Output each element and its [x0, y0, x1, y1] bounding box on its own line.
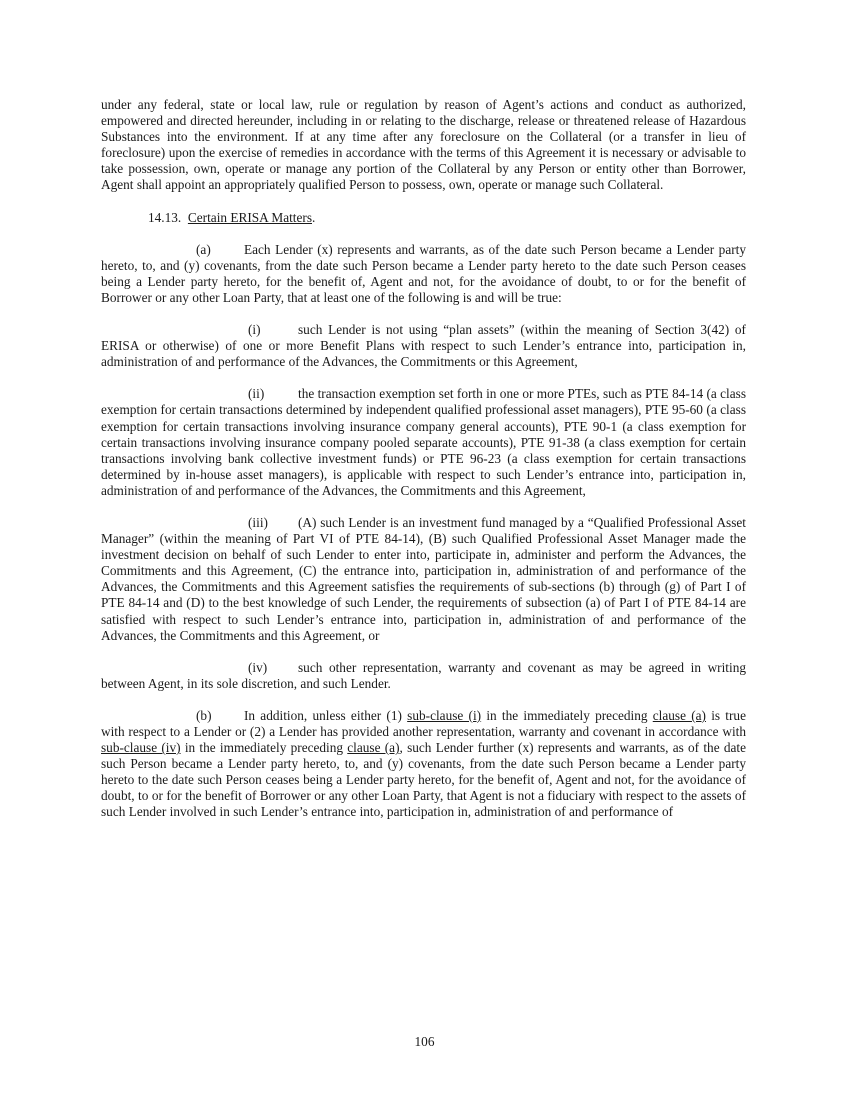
subclause-text: such other representation, warranty and covenant as may be agreed in writing between Agent, in its sole discretion, and such Lender. — [101, 659, 746, 691]
section-title-suffix: . — [312, 209, 316, 225]
cross-reference: clause (a) — [347, 740, 400, 756]
cross-reference: sub-clause (i) — [407, 707, 482, 723]
clause-b-text: is true with respect to a Lender or (2) a Lender has provided another representation, warranty and covenant in accordance with — [101, 707, 746, 739]
section-number: 14.13. — [148, 209, 182, 225]
page-number: 106 — [414, 1034, 435, 1049]
clause-a-text: Each Lender (x) represents and warrants, as of the date such Person became a Lender party hereto, to, and (y) covenants, from the date such Person became a Lender party hereto to the date such Person ceases being a Lender party hereto, for the benefit of, Agent and not, for the avoidance of doubt, to or for the benefit of Borrower or any other Loan Party, that at least one of the following is and will be true: — [101, 241, 746, 305]
clause-b-text: , such Lender further (x) represents and warrants, as of the date such Person became a Lender party hereto, to, and (y) covenants, from the date such Person became a Lender party hereto to the date such Person ceases being a Lender party hereto, for the benefit of, Agent and not, for the avoidance of doubt, to or for the benefit of Borrower or any other Loan Party, that Agent is not a fiduciary with respect to the assets of such Lender involved in such Lender’s entrance into, participation in, administration of and performance of — [101, 740, 746, 820]
clause-b-text: in the immediately preceding — [180, 740, 348, 756]
subclause-label: (ii) — [248, 386, 265, 402]
subclause-text: (A) such Lender is an investment fund managed by a “Qualified Professional Asset Manager” (within the meaning of Part VI of PTE 84-14), (B) such Qualified Professional Asset Manager made the investment decision on behalf of such Lender to enter into, participate in, administer and perform the Advances, the Commitments and this Agreement, (C) the entrance into, participation in, administration of and performance of the Advances, the Commitments and this Agreement satisfies the requirements of sub-sections (b) through (g) of Part I of PTE 84-14 and (D) to the best knowledge of such Lender, the requirements of subsection (a) of Part I of PTE 84-14 are satisfied with respect to such Lender’s entrance into, participation in, administration of and performance of the Advances, the Commitments and this Agreement, or — [101, 514, 746, 643]
subclause-label: (iv) — [248, 659, 268, 675]
subclause-i — [101, 322, 746, 370]
clause-a — [101, 242, 746, 306]
subclause-text: such Lender is not using “plan assets” (within the meaning of Section 3(42) of ERISA or otherwise) of one or more Benefit Plans with respect to such Lender’s entrance into, participation in, administration of and performance of the Advances, the Commitments or this Agreement, — [101, 322, 746, 370]
subclause-ii — [101, 386, 746, 499]
document-page — [101, 97, 746, 821]
clause-b-text: in the immediately preceding — [481, 707, 653, 723]
cross-reference: clause (a) — [652, 707, 706, 723]
clause-a-label: (a) — [196, 241, 211, 257]
clause-b-text: In addition, unless either (1) — [244, 707, 408, 723]
subclause-text: the transaction exemption set forth in one or more PTEs, such as PTE 84-14 (a class exemption for certain transactions determined by independent qualified professional asset managers), PTE 95-60 (a class exemption for certain transactions involving insurance company general accounts), PTE 90-1 (a class exemption for certain transactions involving insurance company pooled separate accounts), PTE 91-38 (a class exemption for certain transactions involving bank collective investment funds) or PTE 96-23 (a class exemption for certain transactions determined by in-house asset managers), is applicable with respect to such Lender’s entrance into, participation in, administration of and performance of the Advances, the Commitments and this Agreement, — [101, 386, 746, 498]
cross-reference: sub-clause (iv) — [101, 740, 181, 756]
section-heading — [148, 210, 746, 226]
subclause-iv — [101, 660, 746, 692]
subclause-iii — [101, 515, 746, 644]
clause-b-label: (b) — [196, 707, 212, 723]
intro-paragraph: under any federal, state or local law, rule or regulation by reason of Agent’s actions and conduct as authorized, empowered and directed hereunder, including in or relating to the discharge, release or threatened release of Hazardous Substances into the environment. If at any time after any foreclosure on the Collateral (or a transfer in lieu of foreclosure) upon the exercise of remedies in accordance with the terms of this Agreement it is necessary or advisable to take possession, own, operate or manage any portion of the Collateral by any Person or entity other than Borrower, Agent shall appoint an appropriately qualified Person to possess, own, operate or manage such Collateral. — [101, 97, 746, 193]
subclause-label: (iii) — [248, 514, 268, 530]
clause-b — [101, 708, 746, 821]
section-title: Certain ERISA Matters — [187, 209, 312, 225]
subclause-label: (i) — [248, 322, 261, 338]
